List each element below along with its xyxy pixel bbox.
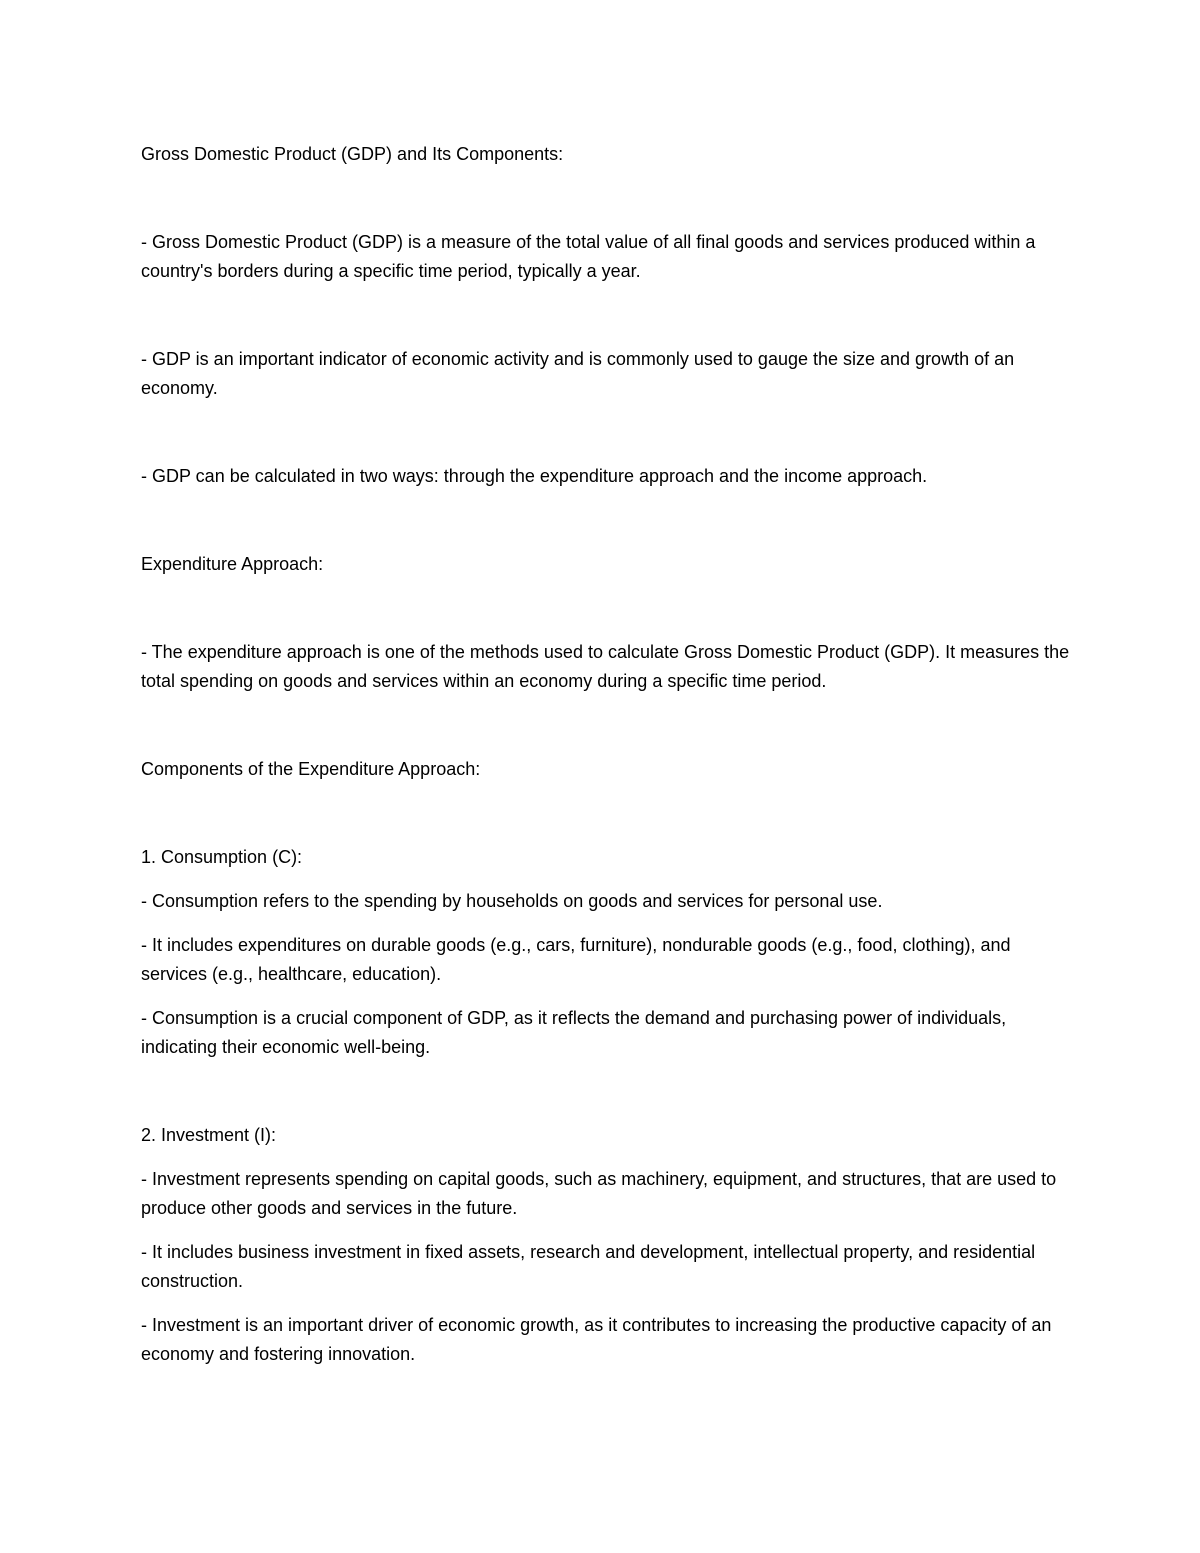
document-body (141, 140, 1071, 1369)
components-heading: Components of the Expenditure Approach: (141, 759, 481, 779)
expenditure-paragraph: - The expenditure approach is one of the methods used to calculate Gross Domestic Product (GDP). It measures the total spending on goods and services within an economy during a specific time period. (141, 642, 1070, 691)
investment-heading: 2. Investment (I): (141, 1125, 277, 1145)
intro-paragraph-2: - GDP is an important indicator of economic activity and is commonly used to gauge the size and growth of an economy. (141, 349, 1015, 398)
intro-paragraph-3: - GDP can be calculated in two ways: through the expenditure approach and the income approach. (141, 466, 928, 486)
expenditure-heading: Expenditure Approach: (141, 554, 324, 574)
investment-point-3: - Investment is an important driver of economic growth, as it contributes to increasing the productive capacity of an economy and fostering innovation. (141, 1315, 1052, 1364)
consumption-point-1: - Consumption refers to the spending by households on goods and services for personal use. (141, 891, 883, 911)
consumption-point-2: - It includes expenditures on durable goods (e.g., cars, furniture), nondurable goods (e.g., food, clothing), and services (e.g., healthcare, education). (141, 935, 1011, 984)
investment-point-2: - It includes business investment in fixed assets, research and development, intellectual property, and residential construction. (141, 1242, 1036, 1291)
consumption-heading: 1. Consumption (C): (141, 847, 303, 867)
investment-point-1: - Investment represents spending on capital goods, such as machinery, equipment, and structures, that are used to produce other goods and services in the future. (141, 1169, 1057, 1218)
consumption-point-3: - Consumption is a crucial component of GDP, as it reflects the demand and purchasing power of individuals, indicating their economic well-being. (141, 1008, 1007, 1057)
document-title: Gross Domestic Product (GDP) and Its Components: (141, 144, 564, 164)
intro-paragraph-1: - Gross Domestic Product (GDP) is a measure of the total value of all final goods and services produced within a country's borders during a specific time period, typically a year. (141, 232, 1036, 281)
